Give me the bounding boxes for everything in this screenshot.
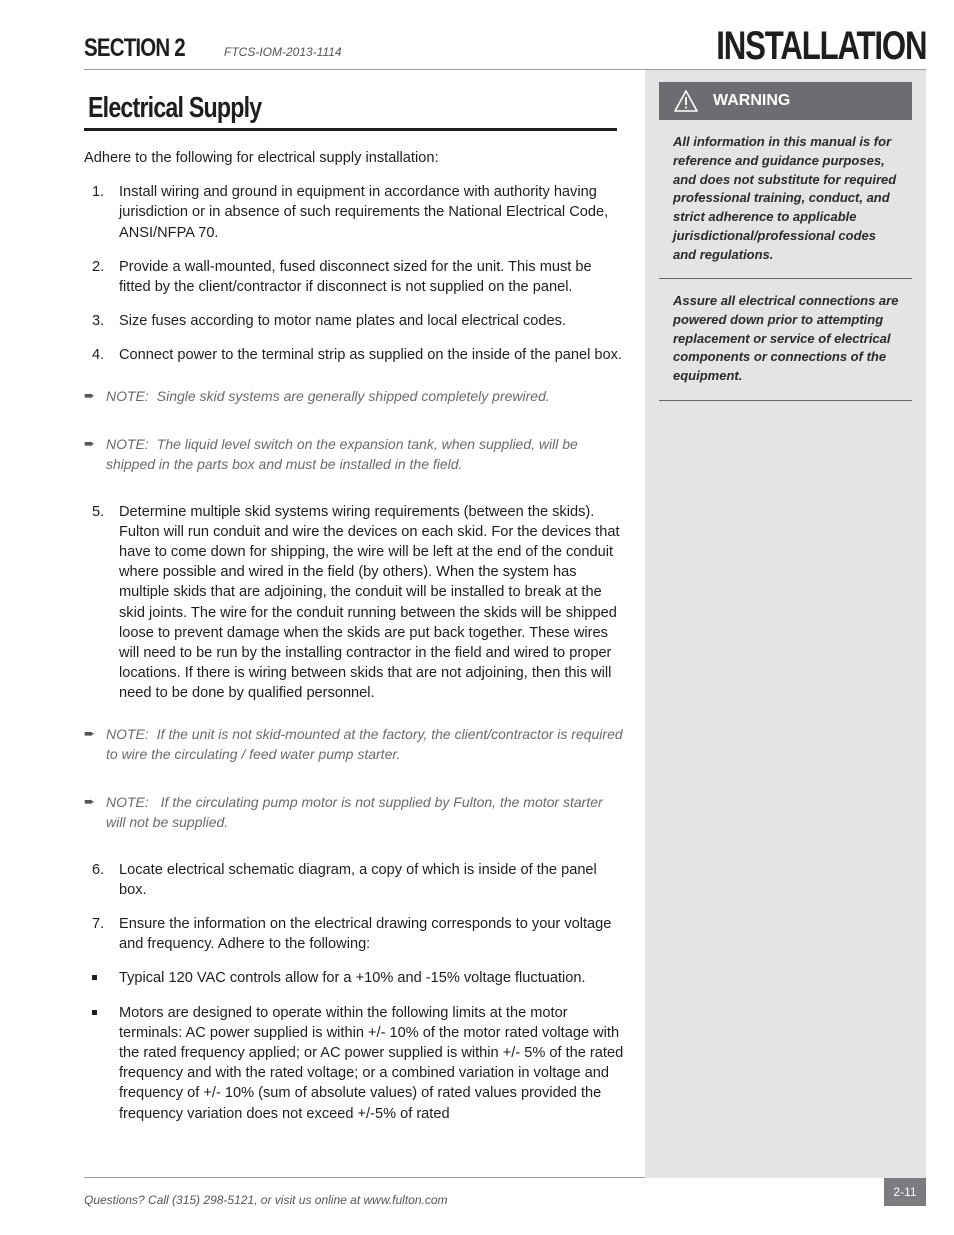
bullet-list — [84, 968, 624, 1123]
sidebar-divider — [659, 400, 912, 401]
note-label: NOTE: — [106, 387, 149, 404]
note — [84, 434, 624, 474]
note-label: NOTE: — [106, 725, 149, 742]
step-text: Locate electrical schematic diagram, a copy of which is inside of the panel box. — [119, 861, 597, 898]
step-text: Size fuses according to motor name plates and local electrical codes. — [119, 313, 566, 330]
bullet-square-icon — [92, 975, 97, 980]
page-number: 2-11 — [884, 1178, 926, 1206]
step-number: 2. — [92, 258, 105, 275]
step-number: 1. — [92, 184, 105, 201]
warning-title: WARNING — [713, 92, 791, 109]
chapter-title: INSTALLATION — [715, 24, 926, 68]
list-item — [84, 914, 624, 954]
pointing-hand-icon: ➨ — [84, 793, 95, 809]
list-item — [84, 182, 624, 243]
warning-triangle-icon — [673, 89, 699, 113]
step-number: 3. — [92, 313, 105, 330]
page-title: Electrical Supply — [88, 92, 262, 124]
intro-text: Adhere to the following for electrical supply installation: — [84, 150, 439, 166]
pointing-hand-icon: ➨ — [84, 725, 95, 741]
note-text: If the unit is not skid-mounted at the factory, the client/contractor is required to wire the circulating / feed water pump starter. — [106, 725, 623, 762]
warning-text-electrical: Assure all electrical connections are powered down prior to attempting replacement or service of electrical components or connections of the equipment. — [673, 293, 899, 384]
bullet-text: Motors are designed to operate within the following limits at the motor terminals: AC power supplied is within +/- 10% of the motor rated voltage with the rated frequency applied; or AC power supplied is within +/- 5% of the rated frequency and with the rated voltage; or a combined variation in voltage and frequency of +/- 10% (sum of absolute values) of rated values provided the frequency variation does not exceed +/-5% of rated — [119, 1004, 624, 1122]
warning-text-general: All information in this manual is for reference and guidance purposes, and does not substitute for required professional training, conduct, and strict adherence to applicable jurisdictional/professional codes and regulations. — [673, 134, 897, 262]
step-number: 4. — [92, 347, 105, 364]
steps-list — [84, 182, 624, 365]
steps-list — [84, 502, 624, 704]
step-number: 6. — [92, 861, 105, 878]
document-code: FTCS-IOM-2013-1114 — [224, 45, 342, 59]
note-label: NOTE: — [106, 435, 149, 452]
note-text: Single skid systems are generally shipped completely prewired. — [156, 387, 550, 404]
steps-list — [84, 860, 624, 955]
footer-contact: Questions? Call (315) 298-5121, or visit us online at www.fulton.com — [84, 1193, 448, 1207]
pointing-hand-icon: ➨ — [84, 435, 95, 451]
title-underline — [84, 128, 617, 131]
section-label: SECTION 2 — [84, 34, 185, 62]
step-text: Determine multiple skid systems wiring requirements (between the skids). Fulton will run conduit and wire the devices on each skid. For the devices that have to come down for shipping, the wire will be left at the end of the conduit where possible and wired in the field (by others). When the system has multiple skids that are adjoining, the conduit will be installed to break at the skid joints. The wire for the conduit running between the skids will be shipped loose to prevent damage when the skids are put back together. These wires will need to be run by the installing contractor in the field and wired to proper locations. If there is wiring between skids that are not adjoining, then this will need to be done by qualified personnel. — [119, 503, 620, 702]
step-text: Connect power to the terminal strip as supplied on the inside of the panel box. — [119, 347, 622, 364]
note — [84, 792, 624, 832]
bullet-square-icon — [92, 1010, 97, 1015]
note-text: The liquid level switch on the expansion tank, when supplied, will be shipped in the parts box and must be installed in the field. — [106, 435, 578, 472]
step-text: Install wiring and ground in equipment in accordance with authority having jurisdiction or in absence of such requirements the National Electrical Code, ANSI/NFPA 70. — [119, 184, 609, 241]
page-header-left — [84, 34, 342, 63]
bullet-text: Typical 120 VAC controls allow for a +10% and -15% voltage fluctuation. — [119, 970, 586, 987]
warning-header — [659, 82, 912, 120]
list-item — [84, 1003, 624, 1124]
note — [84, 386, 624, 406]
list-item — [84, 502, 624, 704]
pointing-hand-icon: ➨ — [84, 387, 95, 403]
note-text: If the circulating pump motor is not supplied by Fulton, the motor starter will not be supplied. — [106, 793, 603, 830]
note-label: NOTE: — [106, 793, 149, 810]
step-number: 7. — [92, 916, 105, 933]
step-text: Provide a wall-mounted, fused disconnect sized for the unit. This must be fitted by the client/contractor if disconnect is not supplied on the panel. — [119, 258, 592, 296]
list-item — [84, 860, 624, 900]
list-item — [84, 311, 624, 331]
list-item — [84, 257, 624, 297]
list-item — [84, 345, 624, 365]
sidebar-divider — [659, 278, 912, 279]
step-text: Ensure the information on the electrical drawing corresponds to your voltage and frequency. Adhere to the following: — [119, 916, 612, 953]
note — [84, 724, 624, 764]
main-content — [84, 148, 624, 1138]
step-number: 5. — [92, 503, 105, 520]
list-item — [84, 968, 624, 988]
footer-divider — [84, 1177, 645, 1178]
